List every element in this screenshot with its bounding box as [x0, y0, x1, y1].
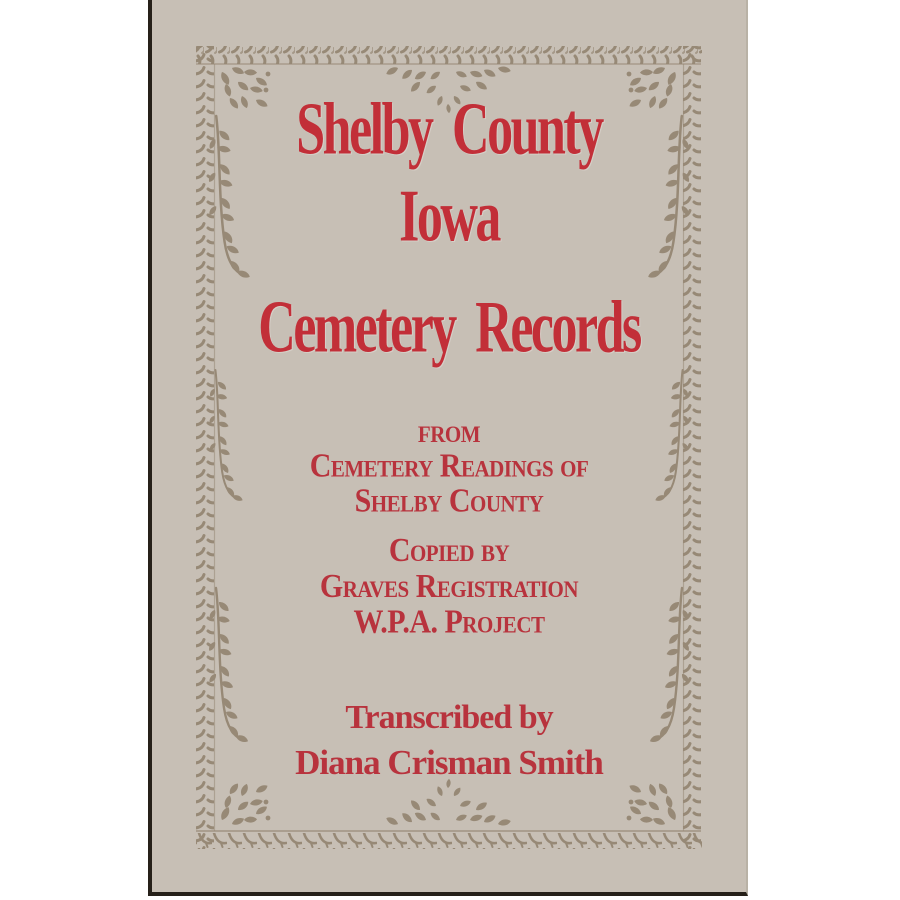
copied-line-graves: Graves Registration [319, 567, 579, 605]
title-line-1: Shelby County [296, 89, 602, 171]
title-line-2: Iowa [399, 176, 499, 258]
corner-leaves-bottom-left [220, 782, 271, 828]
book-cover [148, 0, 748, 896]
transcriber-label: Transcribed by [345, 699, 553, 736]
corner-leaves-bottom-right [627, 782, 678, 828]
source-line-from: from [417, 412, 481, 450]
copied-line-copied-by: Copied by [388, 531, 510, 569]
source-line-county: Shelby County [354, 482, 544, 520]
source-line-readings: Cemetery Readings of [309, 447, 589, 485]
center-leaves-bottom [385, 779, 512, 828]
vine-border-bottom [196, 831, 702, 849]
source-block [152, 414, 746, 518]
title-line-3: Cemetery Records [258, 287, 640, 369]
copied-line-wpa: W.P.A. Project [353, 603, 545, 641]
copied-block [152, 533, 746, 641]
vine-border-top [196, 46, 702, 64]
transcriber-name: Diana Crisman Smith [295, 743, 603, 782]
